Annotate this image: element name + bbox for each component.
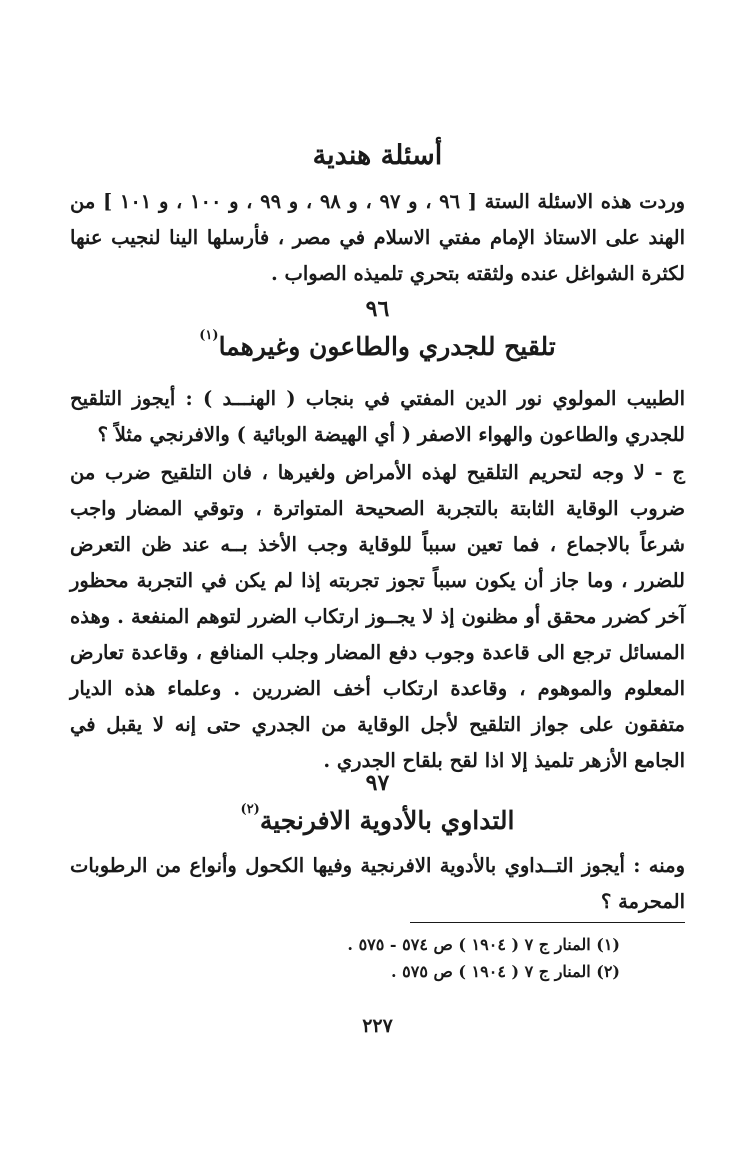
intro-paragraph: وردت هذه الاسئلة الستة [ ٩٦ ، و ٩٧ ، و ٩٨ ، و ٩٩ ، و ١٠٠ ، و ١٠١ ] من الهند على الاستاذ الإمام مفتي الاسلام في مصر ، فأرسلها الينا لنجيب عنها لكثرة الشواغل عنده ولثقته بتحري تلميذه الصواب .: [70, 190, 686, 285]
question-title-97-text: التداوي بالأدوية الافرنجية: [259, 806, 515, 835]
answer-96-text: ج - لا وجه لتحريم التلقيح لهذه الأمراض ولغيرها ، فان التلقيح ضرب من ضروب الوقاية الثابتة بالتجربة الصحيحة المتواترة ، وتوقي المضار واجب شرعاً بالاجماع ، فما تعين سبباً للوقاية وجب الأخذ بــه عند ظن التعرض للضرر ، وما جاز أن يكون سبباً تجوز تجربته إذا لم يكن في التجربة محظور آخر كضرر محقق أو مظنون إذ لا يجــوز ارتكاب الضرر لتوهم المنفعة . وهذه المسائل ترجع الى قاعدة وجوب دفع المضار وجلب المنافع ، وقاعدة تعارض المعلوم والموهوم ، وقاعدة ارتكاب أخف الضررين . وعلماء هذه الديار متفقون على جواز التلقيح لأجل الوقاية من الجدري حتى إنه لا يقبل في الجامع الأزهر تلميذ إلا اذا لقح بلقاح الجدري .: [70, 461, 685, 772]
question-title-96-text: تلقيح للجدري والطاعون وغيرهما: [218, 332, 556, 361]
section-title: أسئلة هندية: [312, 140, 443, 171]
question-title-96: [0, 328, 755, 361]
footnote-separator: [410, 922, 685, 923]
page-number: ٢٢٧: [362, 1015, 393, 1037]
footnote-2: (٢) المنار ج ٧ ( ١٩٠٤ ) ص ٥٧٥ .: [390, 962, 620, 981]
question-title-97: [0, 802, 755, 835]
footnote-ref-1: (١): [199, 328, 219, 343]
question-96-text: الطبيب المولوي نور الدين المفتي في بنجاب ( الهنـــد ) : أيجوز التلقيح للجدري والطاعون والهواء الاصفر ( أي الهيضة الوبائية ) والافرنجي مثلاً ؟: [70, 387, 685, 446]
question-number-96: ٩٦: [365, 296, 390, 322]
footnote-ref-2: (٢): [240, 802, 260, 817]
question-number-97: ٩٧: [365, 770, 390, 796]
footnote-1: (١) المنار ج ٧ ( ١٩٠٤ ) ص ٥٧٤ - ٥٧٥ .: [347, 935, 620, 954]
question-97-text: ومنه : أيجوز التــداوي بالأدوية الافرنجية وفيها الكحول وأنواع من الرطوبات المحرمة ؟: [70, 854, 685, 913]
